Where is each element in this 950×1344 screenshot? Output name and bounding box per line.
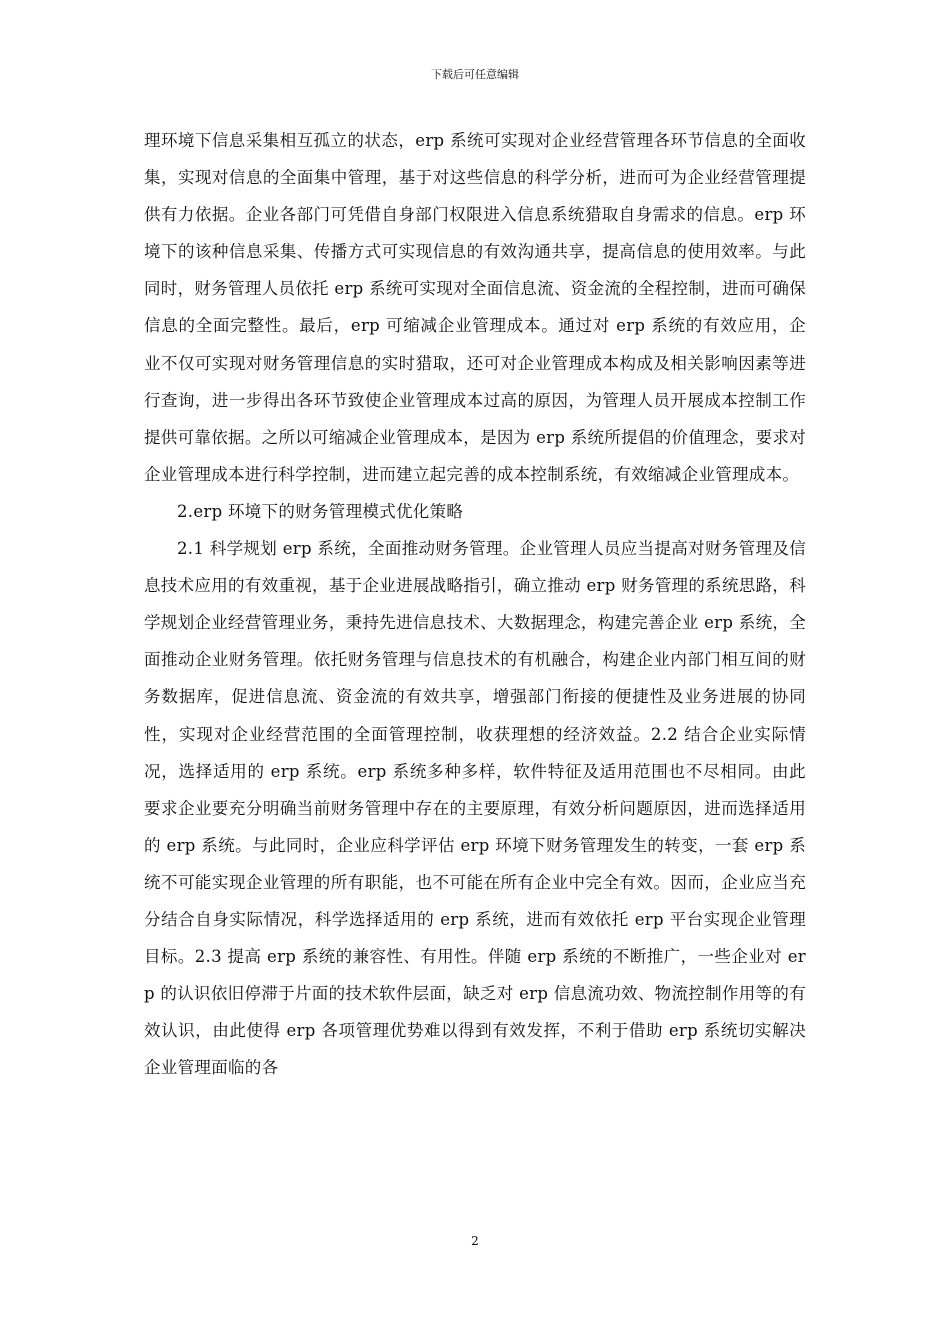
page-header: 下载后可任意编辑	[431, 68, 519, 81]
paragraph-strategies: 2.1 科学规划 erp 系统，全面推动财务管理。企业管理人员应当提高对财务管理及信息技术应用的有效重视，基于企业进展战略指引，确立推动 erp 财务管理的系统思路，科学规划企业经营管理业务，秉持先进信息技术、大数据理念，构建完善企业 erp 系统，全面推动企业财务管理。依托财务管理与信息技术的有机融合，构建企业内部门相互间的财务数据库，促进信息流、资金流的有效共享，增强部门衔接的便捷性及业务进展的协同性，实现对企业经营范围的全面管理控制，收获理想的经济效益。2.2 结合企业实际情况，选择适用的 erp 系统。erp 系统多种多样，软件特征及适用范围也不尽相同。由此要求企业要充分明确当前财务管理中存在的主要原理，有效分析问题原因，进而选择适用的 erp 系统。与此同时，企业应科学评估 erp 环境下财务管理发生的转变，一套 erp 系统不可能实现企业管理的所有职能，也不可能在所有企业中完全有效。因而，企业应当充分结合自身实际情况，科学选择适用的 erp 系统，进而有效依托 erp 平台实现企业管理目标。2.3 提高 erp 系统的兼容性、有用性。伴随 erp 系统的不断推广，一些企业对 erp 的认识依旧停滞于片面的技术软件层面，缺乏对 erp 信息流功效、物流控制作用等的有效认识，由此使得 erp 各项管理优势难以得到有效发挥，不利于借助 erp 系统切实解决企业管理面临的各	[144, 539, 806, 1078]
document-body	[144, 122, 806, 1086]
paragraph-continued: 理环境下信息采集相互孤立的状态，erp 系统可实现对企业经营管理各环节信息的全面收集，实现对信息的全面集中管理，基于对这些信息的科学分析，进而可为企业经营管理提供有力依据。企业各部门可凭借自身部门权限进入信息系统猎取自身需求的信息。erp 环境下的该种信息采集、传播方式可实现信息的有效沟通共享，提高信息的使用效率。与此同时，财务管理人员依托 erp 系统可实现对全面信息流、资金流的全程控制，进而可确保信息的全面完整性。最后，erp 可缩减企业管理成本。通过对 erp 系统的有效应用，企业不仅可实现对财务管理信息的实时猎取，还可对企业管理成本构成及相关影响因素等进行查询，进一步得出各环节致使企业管理成本过高的原因，为管理人员开展成本控制工作提供可靠依据。之所以可缩减企业管理成本，是因为 erp 系统所提倡的价值理念，要求对企业管理成本进行科学控制，进而建立起完善的成本控制系统，有效缩减企业管理成本。	[144, 131, 806, 484]
section-heading: 2.erp 环境下的财务管理模式优化策略	[177, 501, 464, 521]
page-number: 2	[471, 1234, 479, 1248]
